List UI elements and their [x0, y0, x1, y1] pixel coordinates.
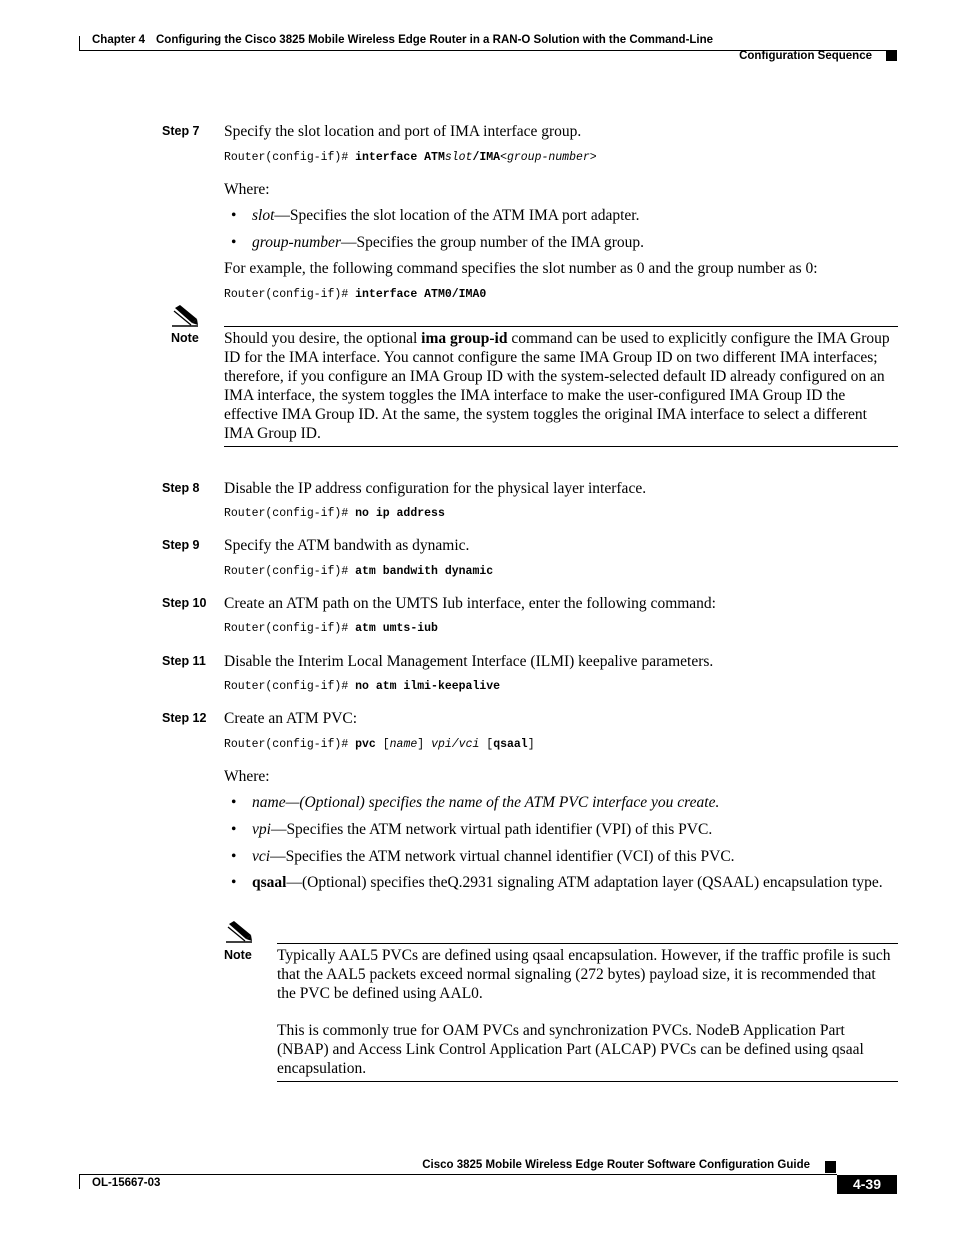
note-1-top-rule [224, 326, 898, 327]
step-12-text: Create an ATM PVC: [224, 710, 358, 727]
header-marker [886, 50, 897, 61]
bullet-icon: • [231, 848, 237, 865]
bullet-term: vpi [252, 821, 271, 838]
step-7-code [224, 151, 597, 164]
note-1-command: ima group-id [421, 330, 508, 347]
step-12-where: Where: [224, 768, 270, 785]
code-cmd-ima: /IMA [472, 151, 501, 164]
code-cmd: no ip address [355, 507, 445, 520]
note-2-bottom-rule [277, 1081, 898, 1082]
note-pencil-icon [225, 921, 253, 943]
step-11-label: Step 11 [162, 654, 206, 668]
header-section: Configuration Sequence [739, 50, 872, 62]
step-7-label: Step 7 [162, 124, 200, 138]
step-7-text: Specify the slot location and port of IMA interface group. [224, 123, 582, 140]
code-cmd: atm bandwith dynamic [355, 565, 494, 578]
code-prompt: Router(config-if)# [224, 288, 356, 301]
note-1-bottom-rule [224, 446, 898, 447]
code-prompt: Router(config-if)# [224, 565, 356, 578]
step-8-code [224, 507, 445, 520]
bullet-icon: • [231, 821, 237, 838]
list-item [231, 233, 892, 252]
footer-marker [825, 1161, 836, 1173]
footer-left-bar [79, 1174, 80, 1189]
code-prompt: Router(config-if)# [224, 151, 356, 164]
step-9-text: Specify the ATM bandwith as dynamic. [224, 537, 470, 554]
step-12-label: Step 12 [162, 711, 207, 725]
bullet-desc: —Specifies the ATM network virtual path identifier (VPI) of this PVC. [270, 821, 713, 838]
step-7-where: Where: [224, 181, 270, 198]
code-cmd: interface ATM0/IMA0 [355, 288, 487, 301]
note-2-para-2: This is commonly true for OAM PVCs and synchronization PVCs. NodeB Application Part (NBAP) and Access Link Control Application Part (ALCAP) PVCs can be defined using qsaal encapsulation. [277, 1022, 864, 1077]
header-chapter: Chapter 4 [92, 34, 146, 46]
footer-guide-title: Cisco 3825 Mobile Wireless Edge Router Software Configuration Guide [422, 1159, 810, 1171]
step-12-code [224, 738, 535, 751]
page-number: 4-39 [837, 1175, 897, 1194]
header-left-bar [79, 36, 80, 50]
list-item [231, 206, 892, 225]
code-cmd: interface ATM [355, 151, 445, 164]
header-chapter-title: Configuring the Cisco 3825 Mobile Wireless Edge Router in a RAN-O Solution with the Command-Line [156, 34, 714, 46]
code-bracket: [ [479, 738, 494, 751]
code-prompt: Router(config-if)# [224, 738, 356, 751]
code-arg-group: <group-number> [500, 151, 597, 164]
note-1-text-pre: Should you desire, the optional [224, 330, 422, 347]
note-2-top-rule [277, 943, 898, 944]
code-bracket: ] [417, 738, 432, 751]
step-8-text: Disable the IP address configuration for the physical layer interface. [224, 480, 647, 497]
code-cmd: no atm ilmi-keepalive [355, 680, 501, 693]
footer-rule [79, 1174, 837, 1175]
step-11-code [224, 680, 500, 693]
bullet-desc: —Specifies the group number of the IMA group. [340, 234, 645, 251]
bullet-term: group-number [252, 234, 341, 251]
step-11-text: Disable the Interim Local Management Interface (ILMI) keepalive parameters. [224, 653, 714, 670]
list-item [231, 873, 892, 892]
note-2-label: Note [224, 948, 252, 962]
step-10-text: Create an ATM path on the UMTS Iub interface, enter the following command: [224, 595, 716, 612]
bullet-name-text: name—(Optional) specifies the name of the ATM PVC interface you create. [252, 794, 720, 811]
bullet-icon: • [231, 874, 237, 891]
step-7-example: For example, the following command specifies the slot number as 0 and the group number as 0: [224, 260, 818, 277]
bullet-term: qsaal [252, 874, 287, 891]
bullet-icon: • [231, 794, 237, 811]
footer-doc-number: OL-15667-03 [92, 1177, 161, 1189]
list-item [231, 793, 892, 812]
code-arg-name: name [389, 738, 418, 751]
list-item [231, 820, 892, 839]
code-arg-vpivci: vpi/vci [431, 738, 480, 751]
bullet-icon: • [231, 234, 237, 251]
code-arg-slot: slot [444, 151, 473, 164]
step-9-code [224, 565, 493, 578]
bullet-term: vci [252, 848, 271, 865]
bullet-desc: —Specifies the ATM network virtual channel identifier (VCI) of this PVC. [270, 848, 735, 865]
code-bracket: ] [527, 738, 535, 751]
code-cmd: atm umts-iub [355, 622, 438, 635]
code-cmd: pvc [355, 738, 376, 751]
step-7-example-code [224, 288, 486, 301]
code-prompt: Router(config-if)# [224, 680, 356, 693]
list-item [231, 847, 892, 866]
code-prompt: Router(config-if)# [224, 622, 356, 635]
step-10-label: Step 10 [162, 596, 207, 610]
bullet-desc: —Specifies the slot location of the ATM IMA port adapter. [274, 207, 640, 224]
bullet-term: slot [252, 207, 275, 224]
note-2-para-1: Typically AAL5 PVCs are defined using qsaal encapsulation. However, if the traffic profile is such that the AAL5 packets exceed normal signaling (272 bytes) payload size, it is recommended that the PVC be defined using AAL0. [277, 947, 891, 1002]
note-1-label: Note [171, 331, 199, 345]
step-9-label: Step 9 [162, 538, 200, 552]
note-1-text [224, 329, 898, 443]
code-prompt: Router(config-if)# [224, 507, 356, 520]
code-arg-qsaal: qsaal [493, 738, 528, 751]
note-1-text-post: command can be used to explicitly configure the IMA Group ID for the IMA interface. You cannot configure the same IMA Group ID on two different IMA interfaces; therefore, if you configure an IMA Group ID with the system-selected default ID already configured on an IMA interface, the system toggles the IMA interface to make the user-configured IMA Group ID the effective IMA Group ID. At the same, the system toggles the original IMA interface to select a different IMA Group ID. [224, 330, 890, 442]
bullet-icon: • [231, 207, 237, 224]
step-10-code [224, 622, 438, 635]
code-bracket: [ [375, 738, 390, 751]
note-pencil-icon [171, 305, 199, 327]
step-8-label: Step 8 [162, 481, 200, 495]
bullet-desc: —(Optional) specifies theQ.2931 signaling ATM adaptation layer (QSAAL) encapsulation type. [286, 874, 883, 891]
